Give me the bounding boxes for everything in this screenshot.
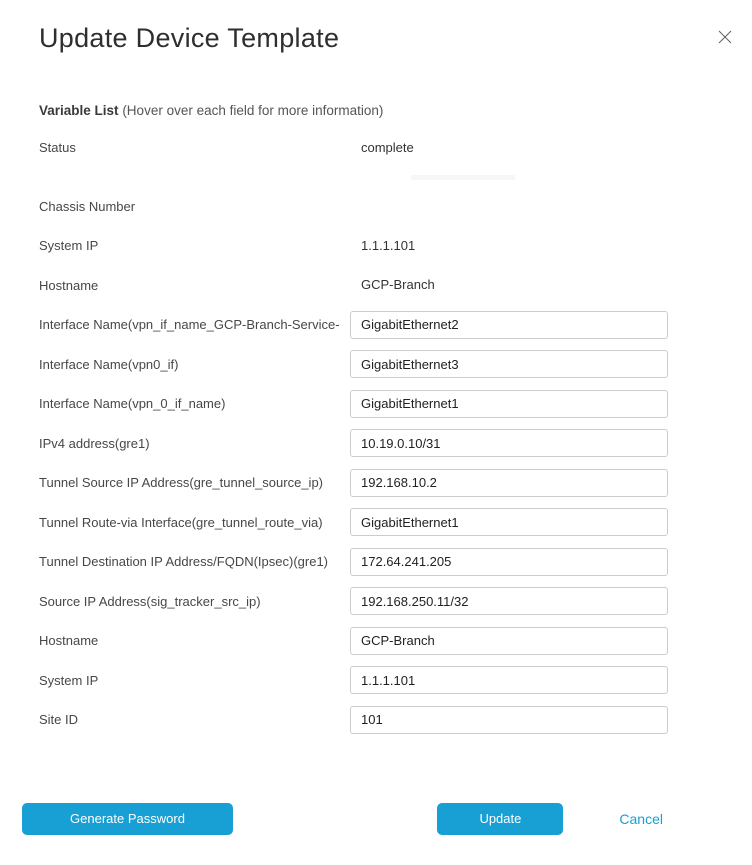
hostname-value: GCP-Branch bbox=[361, 277, 435, 293]
generate-password-button[interactable]: Generate Password bbox=[22, 803, 233, 835]
update-button[interactable]: Update bbox=[437, 803, 563, 835]
status-label: Status bbox=[39, 140, 76, 156]
input-row-interface-name-vpn-0-if-name bbox=[0, 384, 752, 424]
variable-rows bbox=[0, 128, 752, 740]
interface-name-vpn0-if-label: Interface Name(vpn0_if) bbox=[39, 356, 179, 372]
cancel-button[interactable]: Cancel bbox=[619, 810, 663, 827]
chassis-number-value bbox=[350, 198, 361, 213]
hostname-input-label: Hostname bbox=[39, 633, 99, 649]
hostname-input[interactable] bbox=[350, 627, 668, 655]
input-row-hostname bbox=[0, 621, 752, 661]
chassis-redacted-value bbox=[411, 175, 515, 180]
system-ip-label: System IP bbox=[39, 238, 99, 254]
source-ip-tracker-label: Source IP Address(sig_tracker_src_ip) bbox=[39, 593, 261, 609]
tunnel-source-ip-label: Tunnel Source IP Address(gre_tunnel_source_ip) bbox=[39, 475, 324, 491]
input-row-source-ip-tracker bbox=[0, 582, 752, 622]
tunnel-destination-ip-input[interactable] bbox=[350, 548, 668, 576]
input-row-interface-name-vpn0-if bbox=[0, 345, 752, 385]
source-ip-tracker-input[interactable] bbox=[350, 587, 668, 615]
tunnel-destination-ip-label: Tunnel Destination IP Address/FQDN(Ipsec)(gre1) bbox=[39, 554, 329, 570]
status-value: complete bbox=[361, 139, 414, 155]
static-row-hostname bbox=[0, 266, 752, 306]
ipv4-address-gre1-input[interactable] bbox=[350, 429, 668, 457]
input-row-interface-name-service bbox=[0, 305, 752, 345]
hostname-label: Hostname bbox=[39, 277, 99, 293]
redacted-row bbox=[0, 168, 752, 187]
interface-name-vpn-0-if-name-label: Interface Name(vpn_0_if_name) bbox=[39, 396, 226, 412]
interface-name-service-input[interactable] bbox=[350, 311, 668, 339]
input-row-tunnel-source-ip bbox=[0, 463, 752, 503]
dialog-footer bbox=[0, 803, 752, 835]
system-ip-input[interactable] bbox=[350, 666, 668, 694]
input-row-ipv4-address-gre1 bbox=[0, 424, 752, 464]
static-row-status bbox=[0, 128, 752, 168]
input-row-site-id bbox=[0, 700, 752, 740]
static-row-chassis-number bbox=[0, 187, 752, 227]
ipv4-address-gre1-label: IPv4 address(gre1) bbox=[39, 435, 150, 451]
site-id-input[interactable] bbox=[350, 706, 668, 734]
variable-list-label: Variable List bbox=[39, 103, 119, 118]
interface-name-vpn-0-if-name-input[interactable] bbox=[350, 390, 668, 418]
close-icon[interactable] bbox=[716, 28, 734, 46]
interface-name-vpn0-if-input[interactable] bbox=[350, 350, 668, 378]
static-row-system-ip bbox=[0, 226, 752, 266]
input-row-tunnel-route-via bbox=[0, 503, 752, 543]
system-ip-input-label: System IP bbox=[39, 672, 99, 688]
variable-list-heading bbox=[39, 102, 752, 119]
tunnel-source-ip-input[interactable] bbox=[350, 469, 668, 497]
interface-name-service-label: Interface Name(vpn_if_name_GCP-Branch-Service- bbox=[39, 317, 340, 333]
variable-list-hint: (Hover over each field for more information) bbox=[122, 103, 384, 118]
system-ip-value: 1.1.1.101 bbox=[361, 237, 416, 253]
site-id-label: Site ID bbox=[39, 712, 79, 728]
tunnel-route-via-label: Tunnel Route-via Interface(gre_tunnel_route_via) bbox=[39, 514, 323, 530]
page-title: Update Device Template bbox=[39, 23, 340, 53]
input-row-system-ip bbox=[0, 661, 752, 701]
input-row-tunnel-destination-ip bbox=[0, 542, 752, 582]
update-device-template-dialog bbox=[0, 22, 752, 865]
tunnel-route-via-input[interactable] bbox=[350, 508, 668, 536]
chassis-number-label: Chassis Number bbox=[39, 198, 136, 214]
